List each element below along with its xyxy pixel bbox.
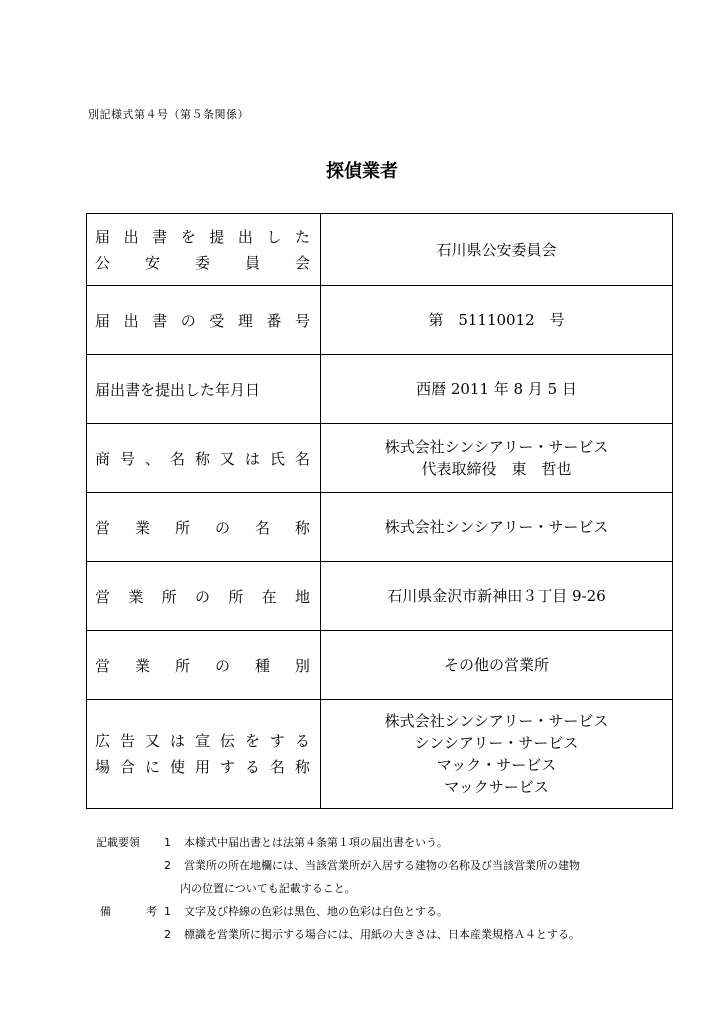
row-label xyxy=(87,214,321,286)
value-line: その他の営業所 xyxy=(443,656,549,674)
label-char: 所 xyxy=(161,587,177,606)
label-char: 業 xyxy=(134,518,150,537)
label-char: 告 xyxy=(119,732,135,750)
row-label xyxy=(87,631,321,700)
label-char: 宣 xyxy=(194,732,210,750)
table-row xyxy=(87,631,673,700)
table-row xyxy=(87,424,673,493)
value-line: 株式会社シンシアリー・サービス xyxy=(384,712,609,730)
label-char: 出 xyxy=(123,227,139,246)
label-char: 書 xyxy=(152,311,168,330)
row-value xyxy=(321,631,673,700)
label-char: 安 xyxy=(144,253,160,272)
label-char: 伝 xyxy=(219,732,235,750)
row-value xyxy=(321,700,673,809)
label-char: 会 xyxy=(294,253,310,272)
row-label xyxy=(87,493,321,562)
label-char: 番 xyxy=(266,311,282,330)
notes-heading: 記載要領 xyxy=(96,836,140,849)
note-text: 本様式中届出書とは法第４条第１項の届出書をいう。 xyxy=(184,836,448,849)
label-char: 届 xyxy=(95,227,111,246)
row-label xyxy=(87,562,321,631)
label-line xyxy=(95,728,320,754)
row-value xyxy=(321,562,673,631)
label-char: る xyxy=(244,758,260,776)
label-char: す xyxy=(269,732,285,750)
value-line: 株式会社シンシアリー・サービス xyxy=(384,438,609,456)
label-char: 使 xyxy=(169,758,185,776)
label-char: を xyxy=(244,732,260,750)
label-char: 号 xyxy=(294,311,310,330)
label-char: 称 xyxy=(294,758,310,776)
label-char: 、 xyxy=(144,449,160,468)
label-line xyxy=(95,754,320,780)
label-char: 委 xyxy=(194,253,210,272)
label-char: 書 xyxy=(152,227,168,246)
label-char: 届 xyxy=(95,311,111,330)
value-line: 株式会社シンシアリー・サービス xyxy=(384,518,609,536)
label-char: は xyxy=(244,449,260,468)
table-row xyxy=(87,700,673,809)
registration-table xyxy=(86,213,673,809)
label-line xyxy=(95,224,320,250)
label-line xyxy=(95,586,320,607)
row-value xyxy=(321,493,673,562)
table-row xyxy=(87,286,673,355)
label-line xyxy=(95,250,320,276)
value-line: 石川県金沢市新神田３丁目 9-26 xyxy=(387,587,606,605)
label-char: 理 xyxy=(237,311,253,330)
label-char: の xyxy=(180,311,196,330)
row-label xyxy=(87,355,321,424)
value-line: 西暦 2011 年 8 月 5 日 xyxy=(416,380,577,398)
label-char: 提 xyxy=(209,227,225,246)
label-char: し xyxy=(266,227,282,246)
row-value xyxy=(321,355,673,424)
label-char: 出 xyxy=(123,311,139,330)
note-text: 内の位置についても記載すること。 xyxy=(180,882,356,895)
note-text: 営業所の所在地欄には、当該営業所が入居する建物の名称及び当該営業所の建物 xyxy=(184,859,580,872)
note-number: 2 xyxy=(164,859,171,872)
label-char: 公 xyxy=(95,253,111,272)
label-char: 所 xyxy=(228,587,244,606)
value-line: 代表取締役 東 哲也 xyxy=(421,460,572,478)
note-text: 文字及び枠線の色彩は黒色、地の色彩は白色とする。 xyxy=(184,905,448,918)
label-char: 号 xyxy=(119,449,135,468)
label-char: 所 xyxy=(174,518,190,537)
label-char: す xyxy=(219,758,235,776)
value-line: 第 51110012 号 xyxy=(428,311,565,329)
label-char: 又 xyxy=(219,449,235,468)
label-char: 営 xyxy=(95,656,111,675)
remarks-heading-char: 考 xyxy=(146,905,157,918)
label-char: 届出書を提出した年月日 xyxy=(95,380,261,399)
label-char: の xyxy=(194,587,210,606)
label-char: 商 xyxy=(95,449,111,468)
label-char: 名 xyxy=(269,758,285,776)
label-char: 種 xyxy=(254,656,270,675)
label-char: る xyxy=(294,732,310,750)
label-char: 出 xyxy=(237,227,253,246)
label-char: 営 xyxy=(95,518,111,537)
label-char: の xyxy=(214,518,230,537)
label-char: 地 xyxy=(294,587,310,606)
label-char: 業 xyxy=(134,656,150,675)
label-char: は xyxy=(169,732,185,750)
row-value xyxy=(321,424,673,493)
row-value xyxy=(321,214,673,286)
label-char: の xyxy=(214,656,230,675)
label-char: 氏 xyxy=(269,449,285,468)
label-char: 又 xyxy=(144,732,160,750)
label-line xyxy=(95,310,320,331)
label-char: 名 xyxy=(294,449,310,468)
label-char: 所 xyxy=(174,656,190,675)
table-row xyxy=(87,562,673,631)
label-char: 広 xyxy=(95,732,111,750)
table-row xyxy=(87,214,673,286)
note-number: 2 xyxy=(164,928,171,941)
note-number: 1 xyxy=(164,905,171,918)
note-text: 標識を営業所に掲示する場合には、用紙の大きさは、日本産業規格Ａ４とする。 xyxy=(184,928,580,941)
label-char: 受 xyxy=(209,311,225,330)
value-line: 石川県公安委員会 xyxy=(436,240,557,259)
label-line xyxy=(95,448,320,469)
label-char: 場 xyxy=(95,758,111,776)
label-char: 名 xyxy=(169,449,185,468)
label-char: を xyxy=(180,227,196,246)
label-char: 別 xyxy=(294,656,310,675)
label-char: 業 xyxy=(128,587,144,606)
label-char: 在 xyxy=(261,587,277,606)
label-char: 用 xyxy=(194,758,210,776)
label-char: 営 xyxy=(95,587,111,606)
row-label xyxy=(87,424,321,493)
label-line xyxy=(95,517,320,538)
label-char: た xyxy=(294,227,310,246)
note-number: 1 xyxy=(164,836,171,849)
label-char: 員 xyxy=(244,253,260,272)
row-label xyxy=(87,286,321,355)
page-title: 探偵業者 xyxy=(326,161,398,182)
row-label xyxy=(87,700,321,809)
label-line xyxy=(95,379,320,400)
label-char: 称 xyxy=(194,449,210,468)
table-row xyxy=(87,355,673,424)
remarks-heading-char: 備 xyxy=(100,905,111,918)
label-line xyxy=(95,655,320,676)
label-char: 称 xyxy=(294,518,310,537)
row-value xyxy=(321,286,673,355)
form-reference: 別記様式第４号（第５条関係） xyxy=(88,108,249,121)
label-char: 名 xyxy=(254,518,270,537)
label-char: 合 xyxy=(119,758,135,776)
table-row xyxy=(87,493,673,562)
value-line: シンシアリー・サービス xyxy=(414,734,579,752)
label-char: に xyxy=(144,758,160,776)
value-line: マックサービス xyxy=(444,778,549,796)
value-line: マック・サービス xyxy=(436,756,557,774)
